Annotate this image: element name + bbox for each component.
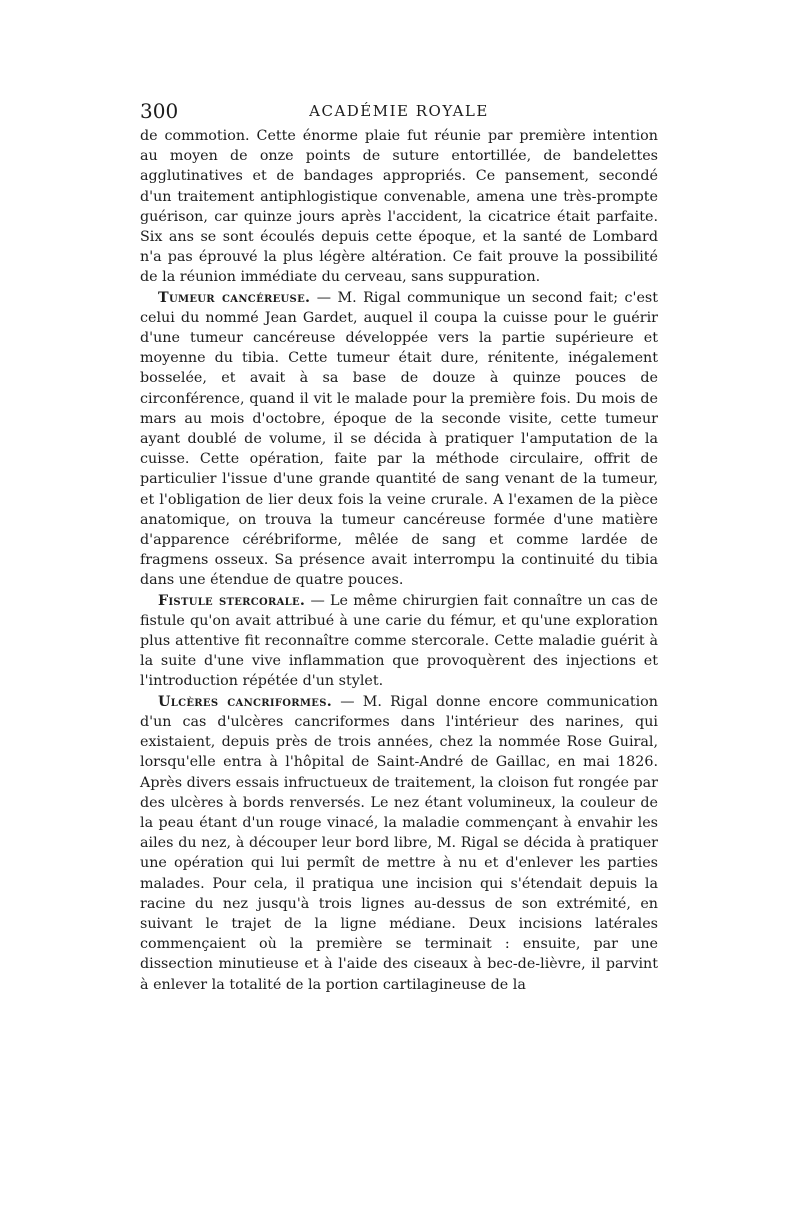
page-number: 300	[140, 99, 179, 123]
paragraph-text: Le même chirurgien fait connaître un cas de fistule qu'on avait attribué à une carie du fémur, et qu'une exploration plus attentive fit reconnaître comme stercorale. Cette maladie guérit à la suite d'une vive inflammation que provoquèrent des injections et l'introduction répétée d'un stylet.	[140, 592, 658, 690]
body-text	[140, 126, 658, 995]
section-heading: Ulcères cancriformes.	[158, 693, 333, 710]
paragraph-tumeur-cancereuse: Tumeur cancéreuse. — M. Rigal communique un second fait; c'est celui du nommé Jean Gardet, auquel il coupa la cuisse pour le guérir d'une tumeur cancéreuse développée vers la partie supérieure et moyenne du tibia. Cette tumeur était dure, rénitente, inégalement bosselée, et avait à sa base de douze à quinze pouces de circonférence, quand il vit le malade pour la première fois. Du mois de mars au mois d'octobre, époque de la seconde visite, cette tumeur ayant doublé de volume, il se décida à pratiquer l'amputation de la cuisse. Cette opération, faite par la méthode circulaire, offrit de particulier l'issue d'une grande quantité de sang venant de la tumeur, et l'obligation de lier deux fois la veine crurale. A l'examen de la pièce anatomique, on trouva la tumeur cancéreuse formée d'une matière d'apparence cérébriforme, mêlée de sang et comme lardée de fragmens osseux. Sa présence avait interrompu la continuité du tibia dans une étendue de quatre pouces.	[140, 289, 658, 589]
page-header	[140, 96, 658, 126]
paragraph-text: M. Rigal donne encore communication d'un cas d'ulcères cancriformes dans l'intérieur des narines, qui existaient, depuis près de trois années, chez la nommée Rose Guiral, lorsqu'elle entra à l'hôpital de Saint-André de Gaillac, en mai 1826. Après divers essais infructueux de traitement, la cloison fut rongée par des ulcères à bords renversés. Le nez étant volumineux, la couleur de la peau étant d'un rouge vinacé, la maladie commençant à envahir les ailes du nez, à découper leur bord libre, M. Rigal se décida à pratiquer une opération qui lui permît de mettre à nu et d'enlever les parties malades. Pour cela, il pratiqua une incision qui s'étendait depuis la racine du nez jusqu'à trois lignes au-dessus de son extrémité, en suivant le trajet de la ligne médiane. Deux incisions latérales commençaient où la première se terminait : ensuite, par une dissection minutieuse et à l'aide des ciseaux à bec-de-lièvre, il parvint à enlever la totalité de la portion cartilagineuse de la	[140, 693, 658, 993]
paragraph-ulceres-cancriformes: Ulcères cancriformes. — M. Rigal donne encore communication d'un cas d'ulcères cancriformes dans l'intérieur des narines, qui existaient, depuis près de trois années, chez la nommée Rose Guiral, lorsqu'elle entra à l'hôpital de Saint-André de Gaillac, en mai 1826. Après divers essais infructueux de traitement, la cloison fut rongée par des ulcères à bords renversés. Le nez étant volumineux, la couleur de la peau étant d'un rouge vinacé, la maladie commençant à envahir les ailes du nez, à découper leur bord libre, M. Rigal se décida à pratiquer une opération qui lui permît de mettre à nu et d'enlever les parties malades. Pour cela, il pratiqua une incision qui s'étendait depuis la racine du nez jusqu'à trois lignes au-dessus de son extrémité, en suivant le trajet de la ligne médiane. Deux incisions latérales commençaient où la première se terminait : ensuite, par une dissection minutieuse et à l'aide des ciseaux à bec-de-lièvre, il parvint à enlever la totalité de la portion cartilagineuse de la	[140, 693, 658, 993]
book-page	[140, 96, 658, 995]
paragraph-text: de commotion. Cette énorme plaie fut réunie par première intention au moyen de onze points de suture entortillée, de bandelettes agglutinatives et de bandages appropriés. Ce pansement, secondé d'un traitement antiphlogistique convenable, amena une très-prompte guérison, car quinze jours après l'accident, la cicatrice était parfaite. Six ans se sont écoulés depuis cette époque, et la santé de Lombard n'a pas éprouvé la plus légère altération. Ce fait prouve la possibilité de la réunion immédiate du cerveau, sans suppuration.	[140, 128, 658, 286]
section-heading: Tumeur cancéreuse.	[158, 289, 311, 306]
paragraph-fistule-stercorale: Fistule stercorale. — Le même chirurgien fait connaître un cas de fistule qu'on avait attribué à une carie du fémur, et qu'une exploration plus attentive fit reconnaître comme stercorale. Cette maladie guérit à la suite d'une vive inflammation que provoquèrent des injections et l'introduction répétée d'un stylet.	[140, 592, 658, 690]
paragraph-continuation	[140, 126, 658, 288]
paragraph-text: M. Rigal communique un second fait; c'est celui du nommé Jean Gardet, auquel il coupa la cuisse pour le guérir d'une tumeur cancéreuse développée vers la partie supérieure et moyenne du tibia. Cette tumeur était dure, rénitente, inégalement bosselée, et avait à sa base de douze à quinze pouces de circonférence, quand il vit le malade pour la première fois. Du mois de mars au mois d'octobre, époque de la seconde visite, cette tumeur ayant doublé de volume, il se décida à pratiquer l'amputation de la cuisse. Cette opération, faite par la méthode circulaire, offrit de particulier l'issue d'une grande quantité de sang venant de la tumeur, et l'obligation de lier deux fois la veine crurale. A l'examen de la pièce anatomique, on trouva la tumeur cancéreuse formée d'une matière d'apparence cérébriforme, mêlée de sang et comme lardée de fragmens osseux. Sa présence avait interrompu la continuité du tibia dans une étendue de quatre pouces.	[140, 289, 658, 589]
running-head: ACADÉMIE ROYALE	[309, 102, 489, 120]
section-heading: Fistule stercorale.	[158, 592, 306, 609]
